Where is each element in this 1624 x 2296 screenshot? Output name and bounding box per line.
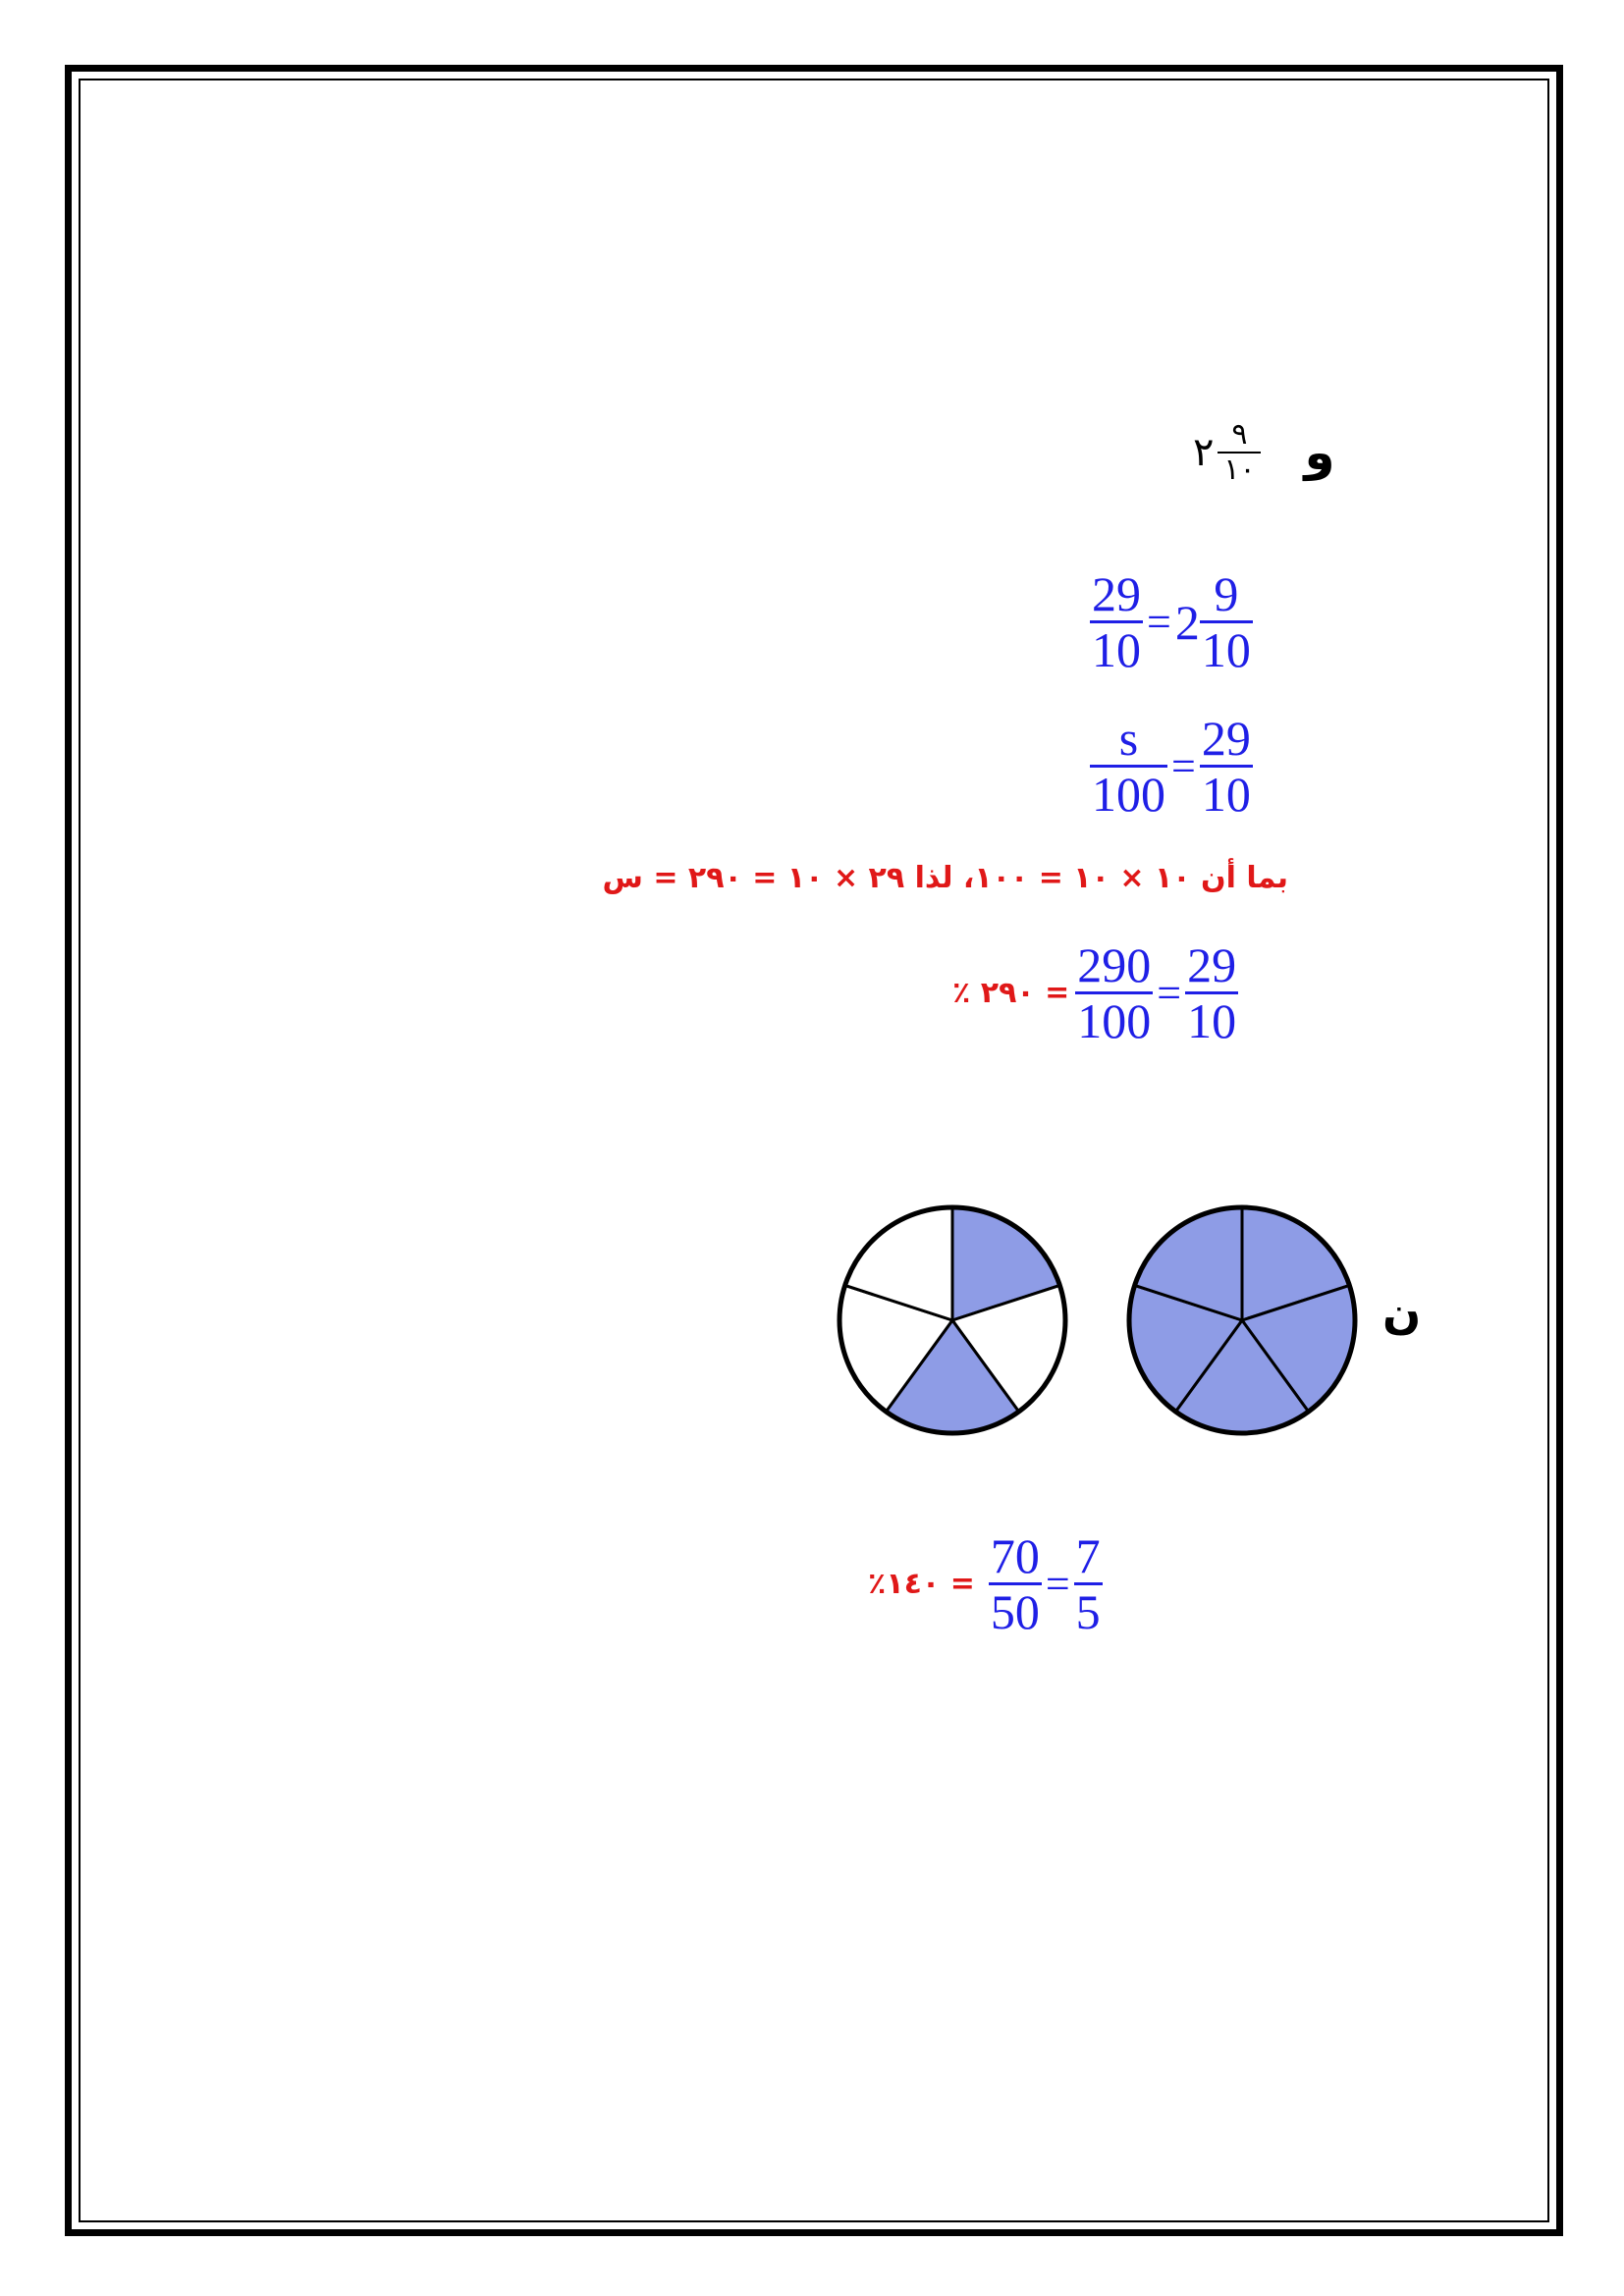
fraction-9-10 <box>1200 566 1253 677</box>
pie-circle-full <box>1129 1207 1355 1433</box>
equals-sign: = <box>1147 598 1171 646</box>
numerator: 29 <box>1187 937 1237 992</box>
denominator: 50 <box>990 1584 1040 1639</box>
denominator: 100 <box>1092 767 1165 822</box>
header-whole: ٢ <box>1193 430 1215 475</box>
fraction-s-100 <box>1090 711 1167 822</box>
whole-number: 2 <box>1174 594 1200 650</box>
denominator: 10 <box>1187 993 1237 1048</box>
percent-result: ٪ ٢٩٠ = <box>952 976 1070 1010</box>
header-denominator: ١٠ <box>1218 452 1261 485</box>
numerator: 9 <box>1214 566 1239 621</box>
equals-sign: = <box>1045 1560 1070 1608</box>
equation-percent-290 <box>952 937 1238 1048</box>
numerator: 290 <box>1077 937 1152 992</box>
explanation-text: بما أن ١٠ × ١٠ = ١٠٠، لذا ٢٩ × ١٠ = ٢٩٠ = س <box>602 861 1288 895</box>
numerator: 7 <box>1075 1528 1101 1583</box>
equation-proportion <box>1090 711 1253 822</box>
fraction-70-50 <box>989 1528 1042 1639</box>
equals-sign: = <box>1171 742 1196 790</box>
denominator: 10 <box>1201 767 1251 822</box>
question-letter-noon: ن <box>1382 1286 1422 1339</box>
equation-mixed-to-improper <box>1090 566 1253 677</box>
fraction-29-10 <box>1185 937 1238 1048</box>
denominator: 10 <box>1201 622 1251 677</box>
fraction-pie-diagram <box>825 1188 1375 1453</box>
numerator: s <box>1118 711 1139 766</box>
numerator: 70 <box>990 1528 1040 1583</box>
denominator: 5 <box>1075 1584 1101 1639</box>
denominator: 10 <box>1092 622 1141 677</box>
pie-circle-partial <box>839 1207 1065 1433</box>
numerator: 29 <box>1201 711 1251 766</box>
fraction-290-100 <box>1075 937 1153 1048</box>
fraction-29-10 <box>1090 566 1143 677</box>
numerator: 29 <box>1092 566 1141 621</box>
fraction-29-10 <box>1200 711 1253 822</box>
header-numerator: ٩ <box>1231 417 1248 452</box>
header-fraction <box>1218 417 1261 487</box>
percent-result: ٪١٤٠ = <box>868 1567 975 1601</box>
page-border-inner <box>79 79 1549 2222</box>
equals-sign: = <box>1157 969 1182 1017</box>
question-letter-waw: و <box>1304 424 1335 481</box>
fraction-7-5 <box>1074 1528 1103 1639</box>
equation-percent-140 <box>868 1528 1103 1639</box>
denominator: 100 <box>1077 993 1152 1048</box>
question-header <box>1193 417 1335 487</box>
